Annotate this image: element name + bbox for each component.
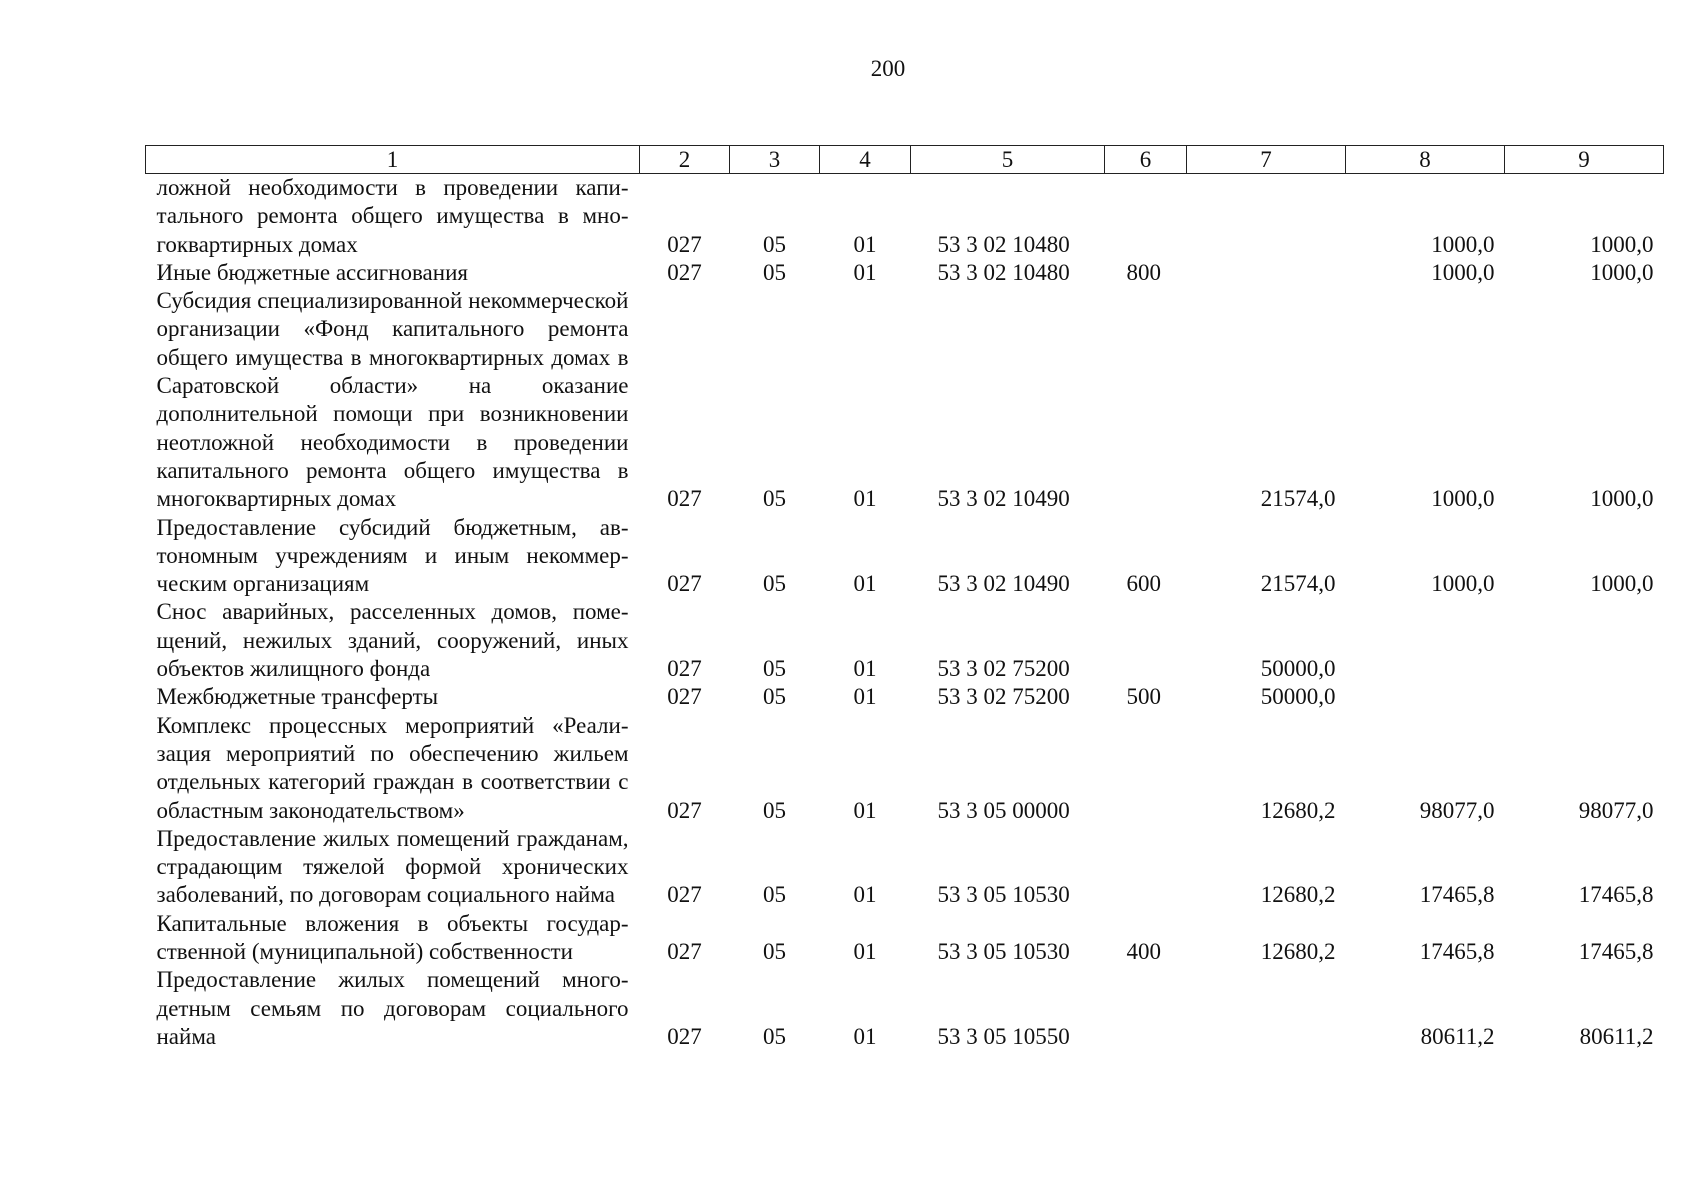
column-header-3: 3 xyxy=(730,146,820,174)
row-description: Субсидия специализированной некоммерческой организации «Фонд капитального ремонта общего имущества в многоквартирных домах в Саратовской области» на оказание дополнительной помощи при возникновении неотложной необходимости в проведении капитального ремонта общего имущества в многоквартирных домах xyxy=(156,288,629,512)
row-target-article: 53 3 02 10480 xyxy=(937,231,1070,257)
row-expense-type: 500 xyxy=(1126,684,1161,710)
row-expense-type xyxy=(1105,174,1187,259)
row-description: Снос аварийных, расселенных домов, помещений, нежилых зданий, сооружений, иных объектов жилищного фонда xyxy=(156,599,629,682)
table-row xyxy=(146,514,1664,599)
row-section-code: 05 xyxy=(763,656,786,682)
column-header-8: 8 xyxy=(1346,146,1505,174)
row-expense-type xyxy=(1105,287,1187,513)
row-expense-type xyxy=(1105,966,1187,1051)
row-grbs-code: 027 xyxy=(667,1023,702,1049)
row-amount-col7: 21574,0 xyxy=(1260,486,1336,512)
row-grbs-code: 027 xyxy=(667,797,702,823)
row-section-code: 05 xyxy=(763,231,786,257)
row-grbs-code: 027 xyxy=(667,684,702,710)
row-amount-col8: 80611,2 xyxy=(1420,1023,1495,1049)
row-amount-col8: 1000,0 xyxy=(1431,259,1495,285)
table-row xyxy=(146,598,1664,683)
row-subsection-code: 01 xyxy=(853,797,877,823)
row-section-code: 05 xyxy=(763,684,786,710)
row-expense-type xyxy=(1105,712,1187,825)
row-target-article: 53 3 02 10480 xyxy=(937,259,1070,285)
row-amount-col9: 80611,2 xyxy=(1579,1023,1654,1049)
row-grbs-code: 027 xyxy=(667,571,702,597)
row-target-article: 53 3 02 75200 xyxy=(937,684,1070,710)
row-amount-col9: 1000,0 xyxy=(1590,231,1654,257)
row-grbs-code: 027 xyxy=(667,486,702,512)
row-amount-col9 xyxy=(1505,683,1664,711)
row-amount-col7: 12680,2 xyxy=(1260,797,1336,823)
row-expense-type: 400 xyxy=(1126,939,1161,965)
row-target-article: 53 3 05 10530 xyxy=(937,882,1070,908)
row-amount-col8: 1000,0 xyxy=(1431,486,1495,512)
row-target-article: 53 3 02 10490 xyxy=(937,571,1070,597)
row-amount-col9: 1000,0 xyxy=(1590,486,1654,512)
table-body xyxy=(146,174,1664,1052)
page-number: 200 xyxy=(870,56,906,81)
table-row xyxy=(146,712,1664,825)
row-amount-col7: 50000,0 xyxy=(1260,684,1336,710)
table-row xyxy=(146,910,1664,967)
row-target-article: 53 3 05 00000 xyxy=(937,797,1070,823)
row-amount-col7: 21574,0 xyxy=(1260,571,1336,597)
row-description: Межбюджетные трансферты xyxy=(156,684,439,710)
row-section-code: 05 xyxy=(763,486,786,512)
column-header-4: 4 xyxy=(820,146,911,174)
row-amount-col7: 12680,2 xyxy=(1260,939,1336,965)
column-header-7: 7 xyxy=(1187,146,1346,174)
table-row xyxy=(146,683,1664,711)
row-expense-type: 800 xyxy=(1126,259,1161,285)
row-amount-col8: 1000,0 xyxy=(1431,571,1495,597)
row-grbs-code: 027 xyxy=(667,259,702,285)
row-grbs-code: 027 xyxy=(667,231,702,257)
row-amount-col9: 98077,0 xyxy=(1578,797,1654,823)
table-row xyxy=(146,287,1664,513)
row-subsection-code: 01 xyxy=(853,882,877,908)
row-amount-col9 xyxy=(1505,598,1664,683)
row-section-code: 05 xyxy=(763,1023,786,1049)
row-subsection-code: 01 xyxy=(853,1023,877,1049)
row-amount-col8: 98077,0 xyxy=(1419,797,1495,823)
row-amount-col8: 17465,8 xyxy=(1419,939,1495,965)
row-target-article: 53 3 02 10490 xyxy=(937,486,1070,512)
row-description: Комплекс процессных мероприятий «Реализация мероприятий по обеспечению жильем отдельных категорий граждан в соответствии с областным законодательством» xyxy=(156,712,629,823)
row-description: Предоставление жилых помещений многодетным семьям по договорам социального найма xyxy=(156,967,629,1049)
row-subsection-code: 01 xyxy=(853,684,877,710)
row-description: Иные бюджетные ассигнования xyxy=(156,259,468,285)
row-amount-col8: 1000,0 xyxy=(1431,231,1495,257)
header-row xyxy=(146,146,1664,174)
row-section-code: 05 xyxy=(763,797,786,823)
row-description: Капитальные вложения в объекты государственной (муниципальной) собственности xyxy=(156,910,629,965)
table-row xyxy=(146,966,1664,1051)
row-description: Предоставление субсидий бюджетным, автономным учреждениям и иным некоммерческим организациям xyxy=(156,514,629,597)
row-grbs-code: 027 xyxy=(667,939,702,965)
column-header-1: 1 xyxy=(146,146,640,174)
row-amount-col8: 17465,8 xyxy=(1419,882,1495,908)
row-section-code: 05 xyxy=(763,939,786,965)
column-header-6: 6 xyxy=(1105,146,1187,174)
row-expense-type xyxy=(1105,825,1187,910)
row-subsection-code: 01 xyxy=(853,231,877,257)
row-amount-col7 xyxy=(1187,174,1346,259)
row-amount-col9: 1000,0 xyxy=(1590,571,1654,597)
row-subsection-code: 01 xyxy=(853,259,877,285)
row-amount-col7: 50000,0 xyxy=(1260,656,1336,682)
table-row xyxy=(146,825,1664,910)
row-section-code: 05 xyxy=(763,882,786,908)
row-section-code: 05 xyxy=(763,571,786,597)
row-target-article: 53 3 02 75200 xyxy=(937,656,1070,682)
row-target-article: 53 3 05 10530 xyxy=(937,939,1070,965)
budget-table xyxy=(145,145,1664,1051)
row-amount-col7: 12680,2 xyxy=(1260,882,1336,908)
column-header-2: 2 xyxy=(640,146,730,174)
row-subsection-code: 01 xyxy=(853,571,877,597)
row-amount-col9: 1000,0 xyxy=(1590,259,1654,285)
column-header-9: 9 xyxy=(1505,146,1664,174)
row-amount-col7 xyxy=(1187,259,1346,287)
row-subsection-code: 01 xyxy=(853,486,877,512)
row-grbs-code: 027 xyxy=(667,882,702,908)
row-amount-col7 xyxy=(1187,966,1346,1051)
table-row xyxy=(146,174,1664,259)
row-amount-col9: 17465,8 xyxy=(1578,939,1654,965)
row-grbs-code: 027 xyxy=(667,656,702,682)
row-description: ложной необходимости в проведении капитального ремонта общего имущества в многоквартирных домах xyxy=(156,175,629,257)
row-amount-col8 xyxy=(1346,683,1505,711)
table-header xyxy=(146,146,1664,174)
row-expense-type: 600 xyxy=(1126,571,1161,597)
row-amount-col9: 17465,8 xyxy=(1578,882,1654,908)
row-target-article: 53 3 05 10550 xyxy=(937,1023,1070,1049)
row-expense-type xyxy=(1105,598,1187,683)
column-header-5: 5 xyxy=(911,146,1105,174)
row-description: Предоставление жилых помещений гражданам, страдающим тяжелой формой хронических заболеваний, по договорам социального найма xyxy=(156,825,629,908)
row-subsection-code: 01 xyxy=(853,939,877,965)
row-subsection-code: 01 xyxy=(853,656,877,682)
row-section-code: 05 xyxy=(763,259,786,285)
table-row xyxy=(146,259,1664,287)
row-amount-col8 xyxy=(1346,598,1505,683)
